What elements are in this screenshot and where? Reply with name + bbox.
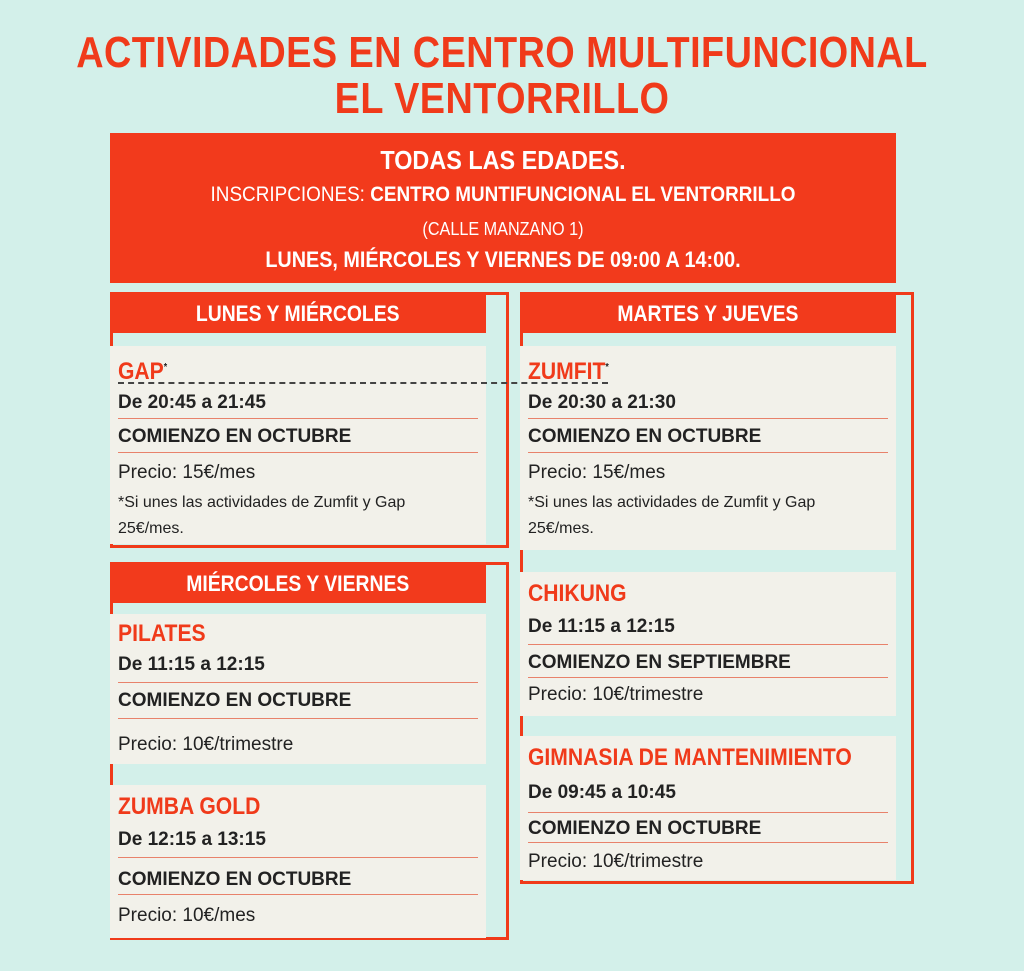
activity-name: CHIKUNG bbox=[528, 580, 627, 607]
activity-time: De 20:30 a 21:30 bbox=[528, 392, 676, 413]
header-miercoles-viernes-label: MIÉRCOLES Y VIERNES bbox=[186, 571, 410, 596]
activity-start: COMIENZO EN OCTUBRE bbox=[118, 869, 352, 890]
activity-note-line-2: 25€/mes. bbox=[118, 520, 184, 537]
divider bbox=[118, 418, 478, 419]
activity-name: ZUMFIT* bbox=[528, 358, 609, 385]
dashed-connector bbox=[118, 382, 608, 384]
inscripciones-place: CENTRO MUNTIFUNCIONAL EL VENTORRILLO bbox=[370, 183, 796, 206]
header-martes-jueves bbox=[520, 293, 896, 333]
activity-card-pilates bbox=[110, 614, 486, 764]
activity-price: Precio: 10€/trimestre bbox=[118, 734, 294, 755]
activity-note-line-2: 25€/mes. bbox=[528, 520, 594, 537]
activity-time: De 09:45 a 10:45 bbox=[528, 782, 676, 803]
page-title bbox=[70, 30, 933, 122]
banner-all-ages: TODAS LAS EDADES. bbox=[380, 145, 626, 175]
activity-note-line-1: *Si unes las actividades de Zumfit y Gap bbox=[118, 494, 406, 511]
activity-price: Precio: 10€/trimestre bbox=[528, 684, 704, 705]
activity-start: COMIENZO EN OCTUBRE bbox=[118, 690, 352, 711]
activity-card-chikung bbox=[520, 572, 896, 716]
activity-start: COMIENZO EN OCTUBRE bbox=[118, 426, 352, 447]
activity-card-zumfit bbox=[520, 346, 896, 550]
activity-card-zumba-gold bbox=[110, 785, 486, 938]
activity-price: Precio: 10€/trimestre bbox=[528, 851, 704, 872]
activity-price: Precio: 15€/mes bbox=[528, 462, 666, 483]
divider bbox=[528, 418, 888, 419]
header-miercoles-viernes bbox=[110, 563, 486, 603]
divider bbox=[118, 857, 478, 858]
header-martes-jueves-label: MARTES Y JUEVES bbox=[617, 301, 799, 326]
activity-time: De 11:15 a 12:15 bbox=[118, 654, 265, 675]
divider bbox=[118, 682, 478, 683]
divider bbox=[118, 718, 478, 719]
title-line-1: ACTIVIDADES EN CENTRO MULTIFUNCIONAL bbox=[76, 28, 928, 77]
activity-start: COMIENZO EN OCTUBRE bbox=[528, 818, 762, 839]
activity-time: De 11:15 a 12:15 bbox=[528, 616, 675, 637]
activity-card-gap bbox=[110, 346, 486, 544]
activity-time: De 20:45 a 21:45 bbox=[118, 392, 266, 413]
activity-price: Precio: 15€/mes bbox=[118, 462, 256, 483]
divider bbox=[528, 842, 888, 843]
activity-start: COMIENZO EN SEPTIEMBRE bbox=[528, 652, 791, 673]
divider bbox=[118, 452, 478, 453]
divider bbox=[528, 452, 888, 453]
divider bbox=[118, 894, 478, 895]
activity-name: GAP* bbox=[118, 358, 168, 385]
header-lunes-miercoles bbox=[110, 293, 486, 333]
divider bbox=[528, 644, 888, 645]
activity-card-gimnasia bbox=[520, 736, 896, 880]
title-line-2: EL VENTORRILLO bbox=[334, 74, 670, 123]
activity-note-line-1: *Si unes las actividades de Zumfit y Gap bbox=[528, 494, 816, 511]
banner-address: (CALLE MANZANO 1) bbox=[422, 219, 584, 239]
info-banner bbox=[110, 133, 896, 283]
activity-name: ZUMBA GOLD bbox=[118, 793, 261, 820]
activity-name: PILATES bbox=[118, 620, 206, 647]
activity-start: COMIENZO EN OCTUBRE bbox=[528, 426, 762, 447]
activity-name: GIMNASIA DE MANTENIMIENTO bbox=[528, 744, 852, 771]
inscripciones-label: INSCRIPCIONES: bbox=[210, 183, 365, 206]
activity-time: De 12:15 a 13:15 bbox=[118, 829, 266, 850]
banner-inscripciones bbox=[149, 183, 856, 207]
activity-price: Precio: 10€/mes bbox=[118, 905, 256, 926]
divider bbox=[528, 677, 888, 678]
banner-schedule: LUNES, MIÉRCOLES Y VIERNES DE 09:00 A 14:00. bbox=[265, 247, 741, 272]
divider bbox=[528, 812, 888, 813]
header-lunes-miercoles-label: LUNES Y MIÉRCOLES bbox=[196, 301, 400, 326]
